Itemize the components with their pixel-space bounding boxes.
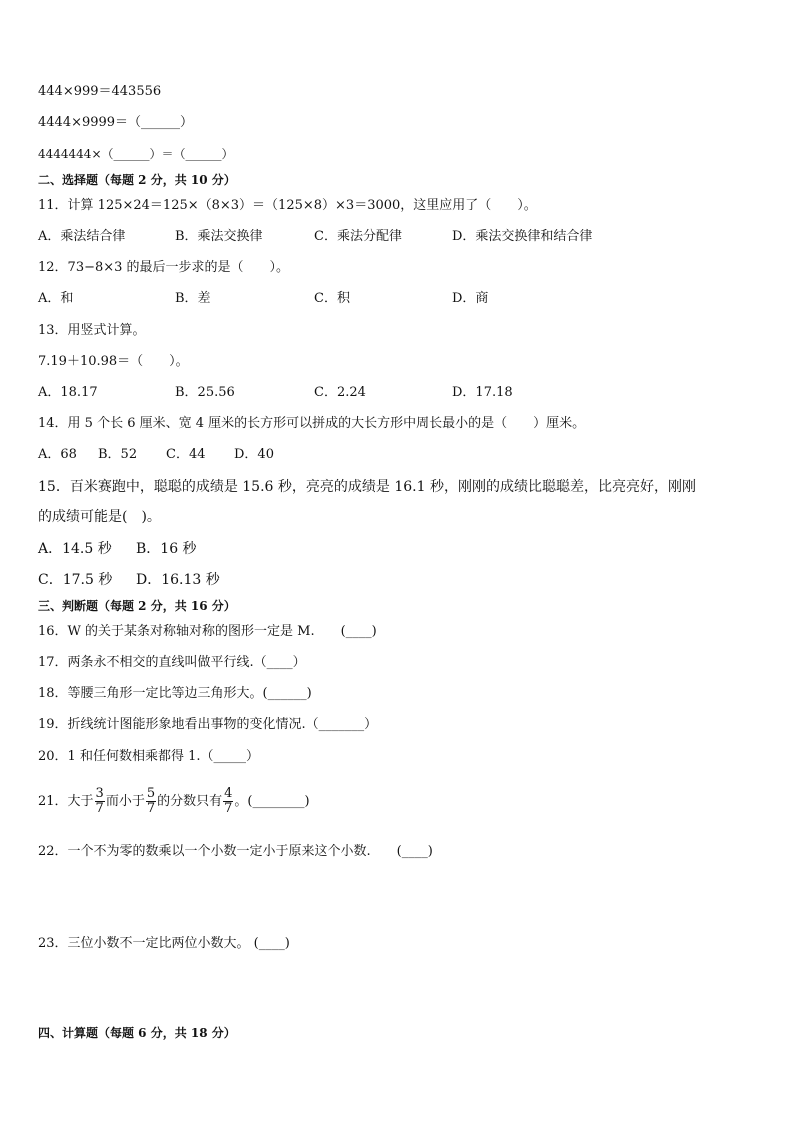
equation-line-1: 444×999＝443556 <box>38 84 162 99</box>
option-d: D．16.13 秒 <box>136 572 220 588</box>
question-21-prefix: 21．大于 <box>38 794 94 809</box>
question-20: 20．1 和任何数相乘都得 1.（_____） <box>38 749 259 764</box>
fraction-denominator: 7 <box>224 801 233 816</box>
option-b: B．25.56 <box>175 385 235 400</box>
option-b: B．16 秒 <box>136 541 197 557</box>
question-11-stem: 11．计算 125×24＝125×（8×3）＝（125×8）×3＝3000，这里应用了（ ）。 <box>38 198 537 213</box>
fraction-five-sevenths <box>146 787 156 816</box>
equation-line-2: 4444×9999＝（______） <box>38 115 194 130</box>
question-21-suffix: 。(________) <box>234 794 310 809</box>
section-heading-choice: 二、选择题（每题 2 分，共 10 分） <box>38 173 236 187</box>
section-heading-calc: 四、计算题（每题 6 分，共 18 分） <box>38 1026 236 1040</box>
option-b: B．52 <box>98 447 138 462</box>
question-18: 18．等腰三角形一定比等边三角形大。(______) <box>38 686 312 701</box>
option-a: A．14.5 秒 <box>38 541 112 557</box>
question-17: 17．两条永不相交的直线叫做平行线.（____） <box>38 655 306 670</box>
fraction-numerator: 5 <box>146 786 156 801</box>
question-22: 22．一个不为零的数乘以一个小数一定小于原来这个小数. (____) <box>38 844 433 859</box>
option-c: C．乘法分配律 <box>314 229 402 244</box>
question-12-stem: 12．73−8×3 的最后一步求的是（ ）。 <box>38 260 290 275</box>
fraction-numerator: 4 <box>224 786 233 801</box>
question-15-stem-line-2: 的成绩可能是( )。 <box>38 509 161 525</box>
option-a: A．乘法结合律 <box>38 229 126 244</box>
question-13-stem: 13．用竖式计算。 <box>38 323 146 338</box>
question-21-middle-2: 的分数只有 <box>157 794 223 809</box>
section-heading-judge: 三、判断题（每题 2 分，共 16 分） <box>38 599 236 613</box>
option-c: C．积 <box>314 291 350 306</box>
fraction-numerator: 3 <box>95 786 104 801</box>
question-16: 16．W 的关于某条对称轴对称的图形一定是 M. (____) <box>38 624 377 639</box>
fraction-three-sevenths <box>95 787 105 816</box>
option-a: A．68 <box>38 447 77 462</box>
question-13-expression: 7.19＋10.98＝（ ）。 <box>38 354 189 369</box>
fraction-denominator: 7 <box>95 801 104 816</box>
option-c: C．2.24 <box>314 385 366 400</box>
fraction-denominator: 7 <box>146 801 156 816</box>
option-a: A．和 <box>38 291 74 306</box>
question-14-stem: 14．用 5 个长 6 厘米、宽 4 厘米的长方形可以拼成的大长方形中周长最小的是（ ）厘米。 <box>38 416 586 431</box>
option-c: C．17.5 秒 <box>38 572 113 588</box>
fraction-four-sevenths <box>223 787 233 816</box>
option-d: D．17.18 <box>452 385 513 400</box>
option-b: B．差 <box>175 291 211 306</box>
question-21-middle: 而小于 <box>105 794 145 809</box>
option-d: D．商 <box>452 291 489 306</box>
question-19: 19．折线统计图能形象地看出事物的变化情况.（_______） <box>38 717 378 732</box>
question-15-stem-line-1: 15．百米赛跑中，聪聪的成绩是 15.6 秒，亮亮的成绩是 16.1 秒，刚刚的成绩比聪聪差，比亮亮好，刚刚 <box>38 479 696 495</box>
question-23: 23．三位小数不一定比两位小数大。 (____) <box>38 936 290 951</box>
option-a: A．18.17 <box>38 385 98 400</box>
option-d: D．40 <box>234 447 274 462</box>
option-d: D．乘法交换律和结合律 <box>452 229 593 244</box>
option-b: B．乘法交换律 <box>175 229 263 244</box>
option-c: C．44 <box>166 447 206 462</box>
question-21 <box>38 780 310 824</box>
equation-line-3: 4444444×（______）＝（______） <box>38 147 234 161</box>
